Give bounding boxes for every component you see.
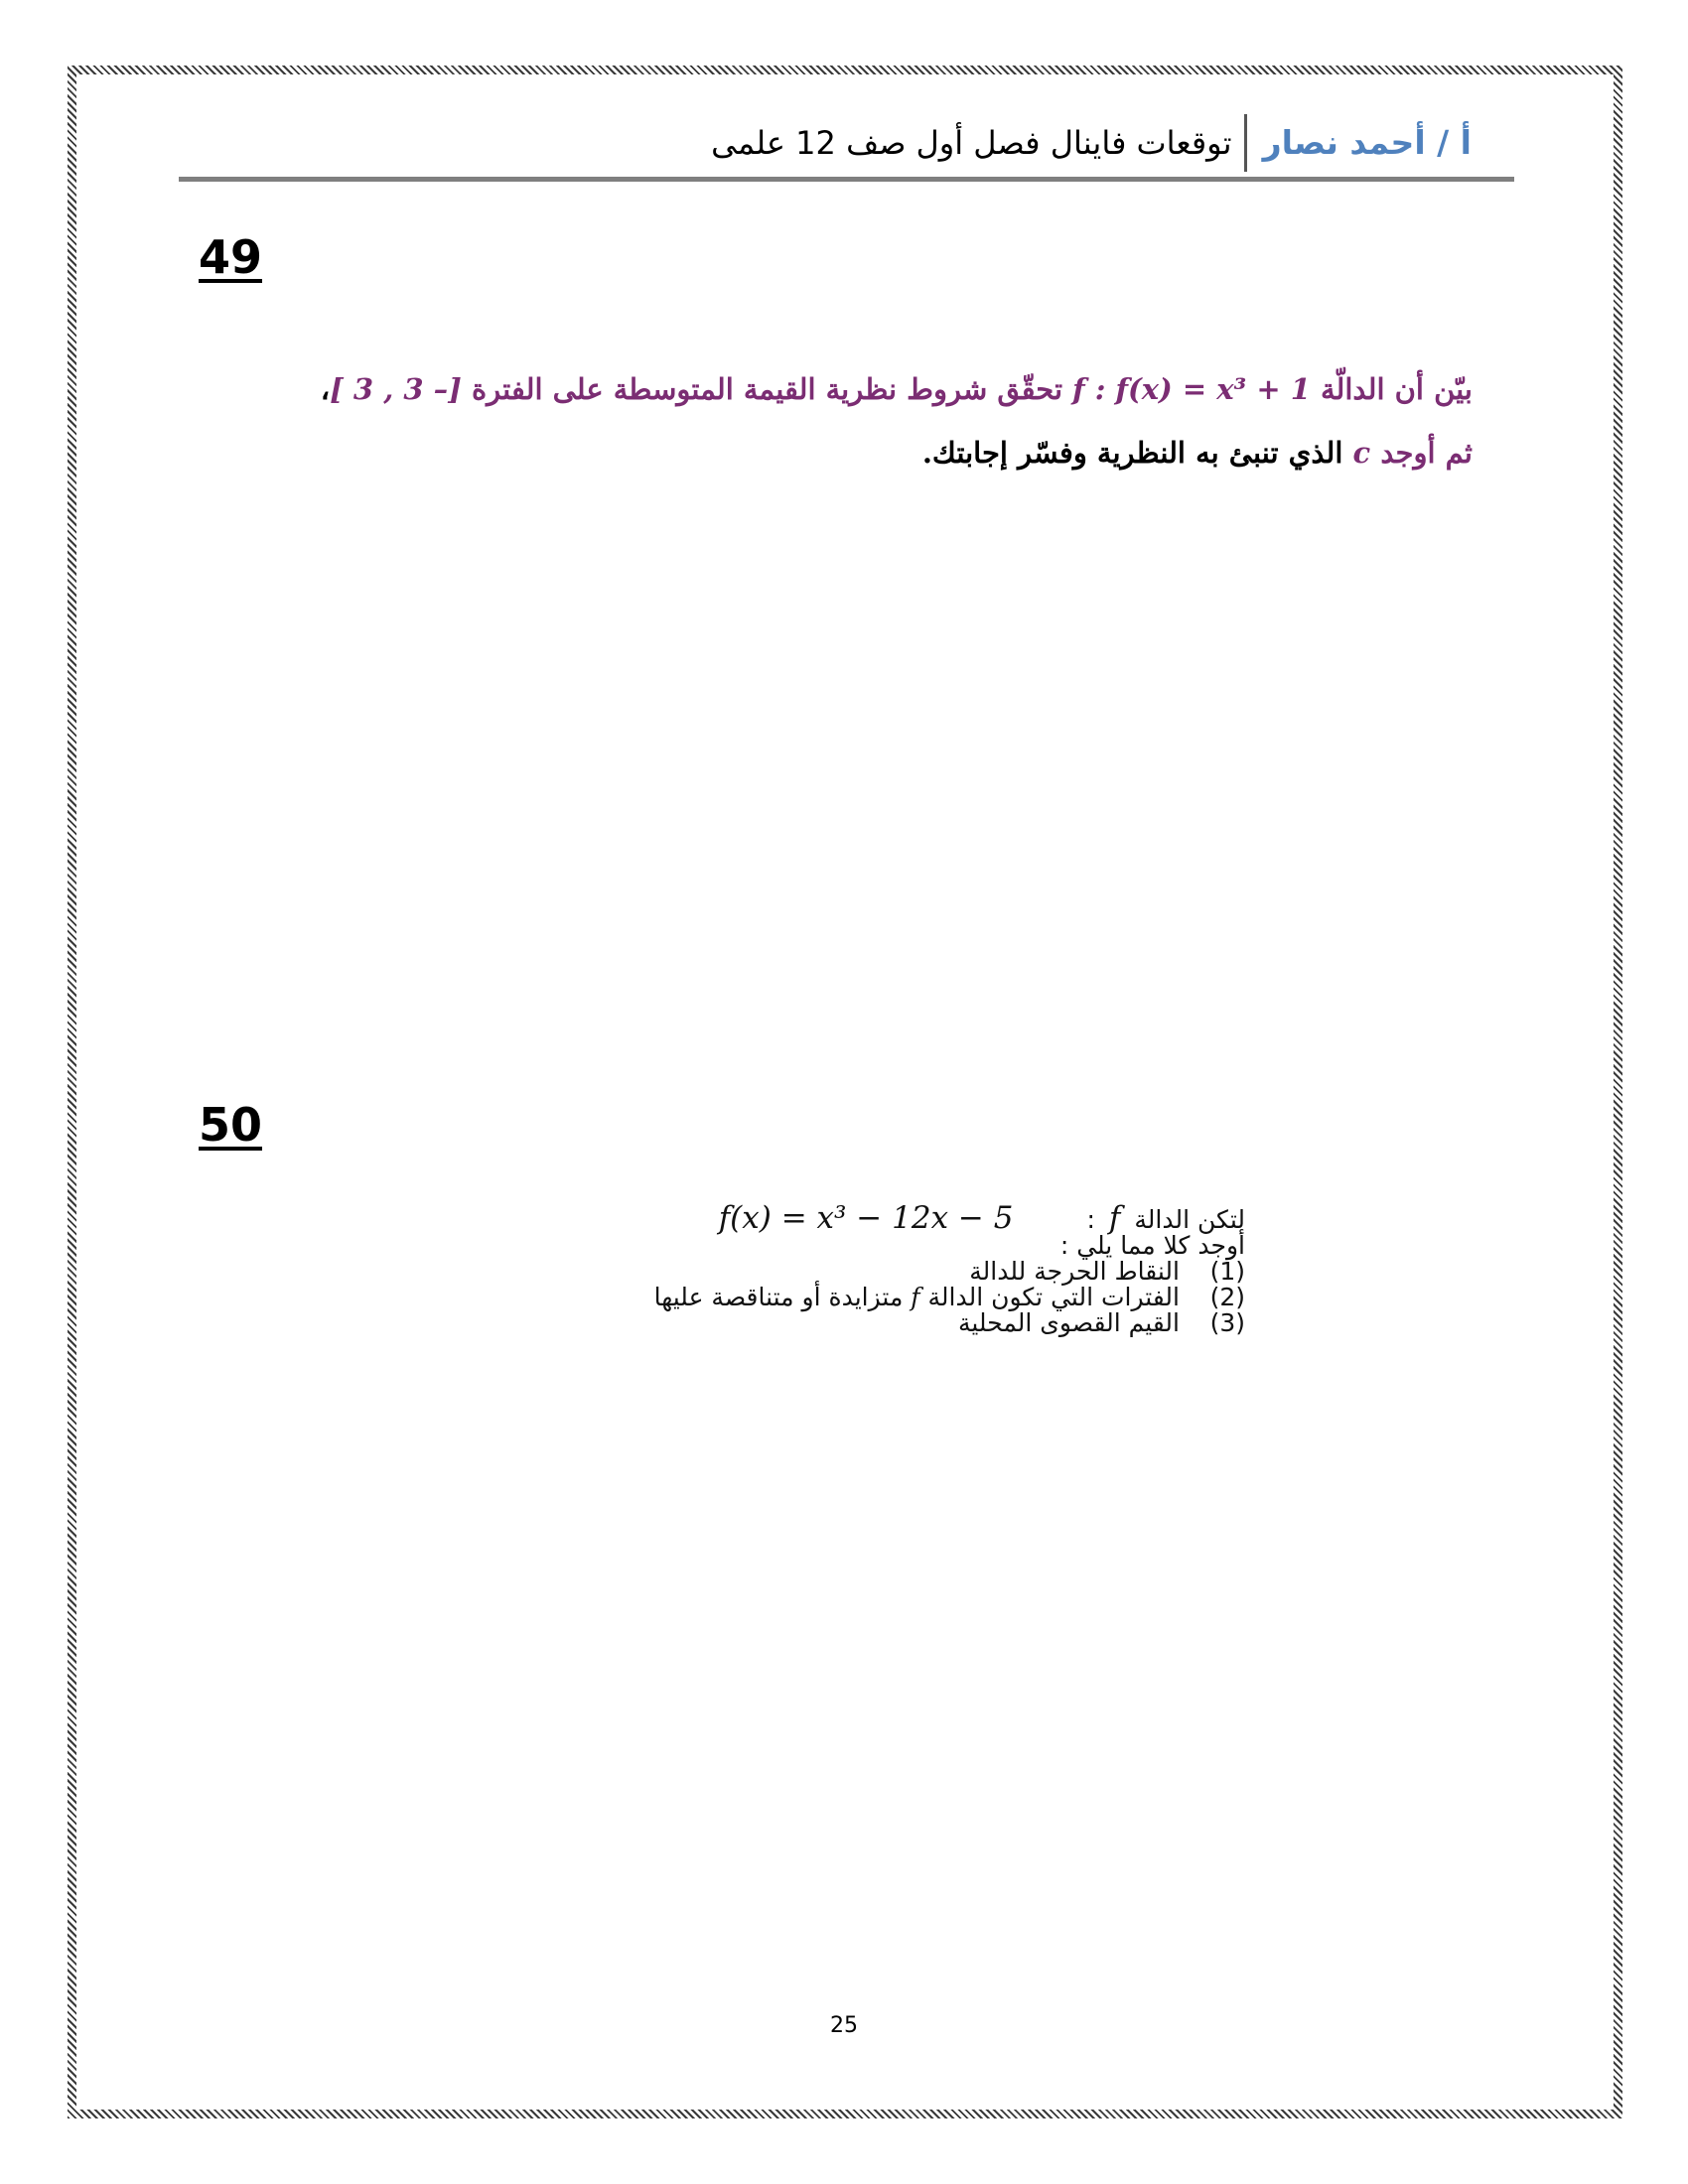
q50-item-2-text-a: الفترات التي تكون الدالة: [919, 1283, 1180, 1311]
question-50-number: 50: [199, 1098, 263, 1152]
q50-item-2-text-b: متزايدة أو متناقصة عليها: [653, 1283, 912, 1311]
q49-text-d: الذي تنبئ به النظرية وفسّر إجابتك.: [921, 436, 1353, 470]
q49-var-c: c: [1352, 436, 1371, 470]
question-49-line-2: [182, 421, 1473, 484]
q50-line-1: [252, 1200, 1245, 1236]
q50-intro: لتكن الدالة: [1134, 1205, 1245, 1234]
q50-item-3: [252, 1310, 1245, 1336]
q50-item-2: [252, 1285, 1245, 1310]
header-divider: [179, 177, 1514, 182]
q49-text-b: تحقّق شروط نظرية القيمة المتوسطة على الفترة: [461, 372, 1073, 406]
q50-item-3-num: (3): [1209, 1308, 1245, 1337]
q49-comma: ،: [320, 372, 331, 406]
question-49-number: 49: [199, 230, 263, 284]
q49-math: f : f(x) = x³ + 1: [1072, 372, 1311, 406]
q49-text-c: ثم أوجد: [1370, 436, 1473, 470]
q50-colon: :: [1086, 1205, 1095, 1234]
header-subject: توقعات فاينال فصل أول صف 12 علمى: [711, 124, 1232, 162]
q50-item-3-text: القيم القصوى المحلية: [957, 1308, 1180, 1337]
question-50-image-text: [252, 1200, 1245, 1337]
q50-item-1-num: (1): [1209, 1257, 1245, 1286]
question-49-line-1: [182, 357, 1473, 421]
header-author: أ / أحمد نصار: [1244, 114, 1472, 172]
q50-item-1: [252, 1259, 1245, 1285]
question-49-text: [182, 357, 1473, 484]
q50-function: f(x) = x³ − 12x − 5: [718, 1200, 1014, 1236]
q50-find: أوجد كلا مما يلي :: [1059, 1231, 1245, 1260]
q49-text-a: بيّن أن الدالّة: [1310, 372, 1473, 406]
page-number: 25: [830, 2013, 858, 2038]
q50-fname: f: [1108, 1200, 1121, 1236]
q50-item-2-var: f: [911, 1283, 920, 1311]
q49-interval: [ 3 , 3 –]: [330, 372, 462, 406]
q50-item-1-text: النقاط الحرجة للدالة: [969, 1257, 1180, 1286]
q50-item-2-num: (2): [1209, 1283, 1245, 1311]
page-header: [179, 107, 1519, 179]
